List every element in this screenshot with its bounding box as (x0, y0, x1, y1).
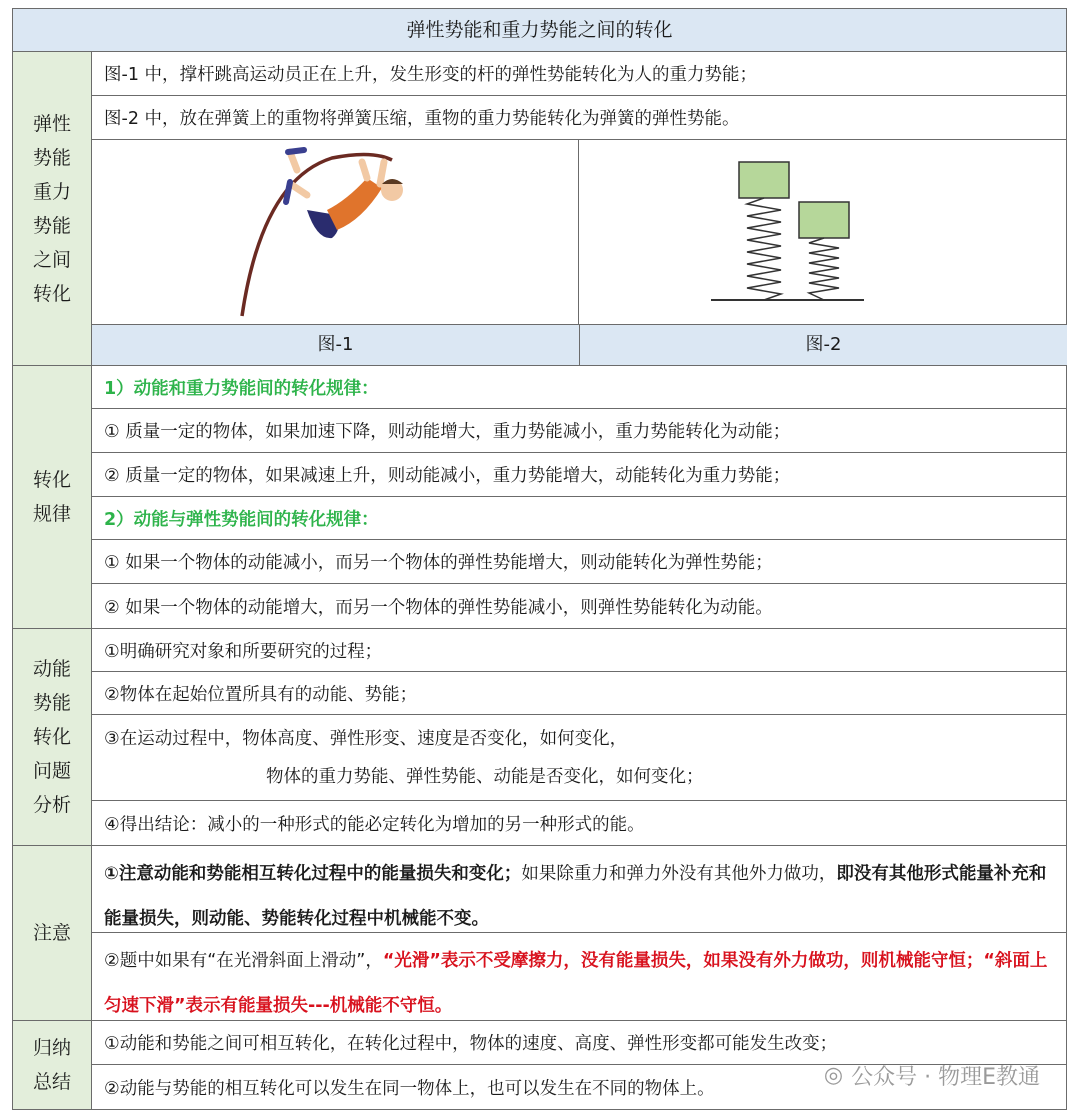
section-analysis (13, 629, 1066, 846)
text-row: ②动能与势能的相互转化可以发生在同一物体上，也可以发生在不同的物体上。 (104, 1078, 715, 1099)
content-table (12, 8, 1067, 1110)
text-row: ① 如果一个物体的动能减小，而另一个物体的弹性势能增大，则动能转化为弹性势能； (92, 540, 1066, 584)
text-row: 图-1 中，撑杆跳高运动员正在上升，发生形变的杆的弹性势能转化为人的重力势能； (92, 52, 1067, 96)
text-row: ② 如果一个物体的动能增大，而另一个物体的弹性势能减小，则弹性势能转化为动能。 (104, 597, 773, 618)
rule-heading: 1）动能和重力势能间的转化规律： (92, 366, 1066, 409)
section-label: 弹性 势能 重力 势能 之间 转化 (13, 52, 92, 365)
note-row: ②题中如果有“在光滑斜面上滑动”，“光滑”表示不受摩擦力，没有能量损失，如果没有外力做功，则机械能守恒；“斜面上匀速下滑”表示有能量损失---机械能不守恒。 (104, 951, 1048, 1016)
text-row: ①明确研究对象和所要研究的过程； (92, 629, 1066, 672)
section-label: 转化 规律 (13, 366, 92, 628)
text-row: ①动能和势能之间可相互转化，在转化过程中，物体的速度、高度、弹性形变都可能发生改变； (92, 1021, 1066, 1065)
section-label: 归纳 总结 (13, 1021, 92, 1109)
section-notes (13, 846, 1066, 1021)
text-row: ③在运动过程中，物体高度、弹性形变、速度是否变化，如何变化， 物体的重力势能、弹性势能、动能是否变化，如何变化； (92, 715, 1066, 801)
text-row: ① 质量一定的物体，如果加速下降，则动能增大，重力势能减小，重力势能转化为动能； (92, 409, 1066, 453)
figure-springs (578, 140, 1067, 324)
note-row: ①注意动能和势能相互转化过程中的能量损失和变化；如果除重力和弹力外没有其他外力做功，即没有其他形式能量补充和能量损失，则动能、势能转化过程中机械能不变。 (92, 846, 1066, 933)
table-title: 弹性势能和重力势能之间的转化 (13, 9, 1066, 52)
section-rules (13, 366, 1066, 629)
figure-caption: 图-1 (317, 334, 354, 355)
text-row: 图-2 中，放在弹簧上的重物将弹簧压缩，重物的重力势能转化为弹簧的弹性势能。 (92, 96, 1067, 140)
springs-illustration (579, 140, 1067, 324)
wechat-icon: ◎ (823, 1063, 844, 1088)
pole-vaulter-illustration (92, 140, 578, 324)
figure-caption: 图-2 (579, 325, 1067, 365)
section-label: 注意 (13, 846, 92, 1020)
text-row: ② 质量一定的物体，如果减速上升，则动能减小，重力势能增大，动能转化为重力势能； (92, 453, 1066, 497)
text-row: ④得出结论：减小的一种形式的能必定转化为增加的另一种形式的能。 (104, 814, 645, 835)
rule-heading: 2）动能与弹性势能间的转化规律： (92, 497, 1066, 540)
section-label: 动能 势能 转化 问题 分析 (13, 629, 92, 845)
text-row: ②物体在起始位置所具有的动能、势能； (92, 672, 1066, 715)
watermark: ◎ 公众号 · 物理E教通 (823, 1063, 1040, 1090)
figure-pole-vault (92, 140, 578, 324)
section-conversion (13, 52, 1066, 366)
